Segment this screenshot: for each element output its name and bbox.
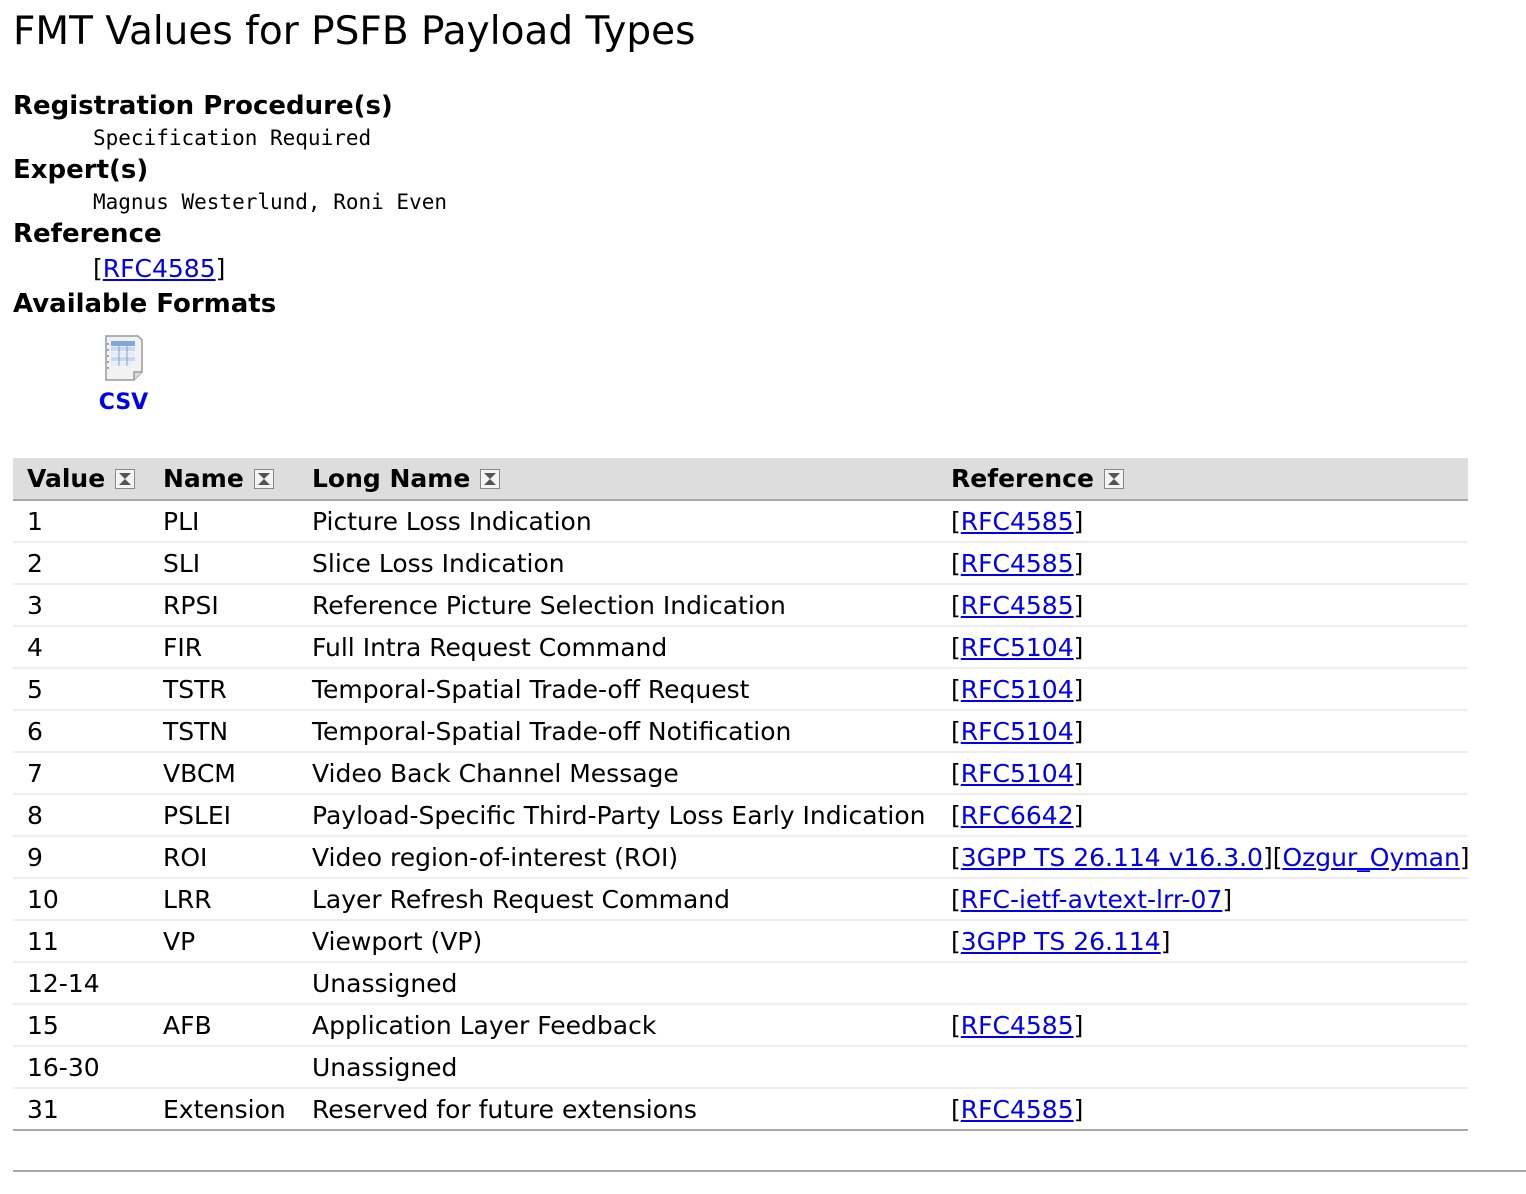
cell-value: 4 <box>13 626 149 668</box>
reference-value: [RFC4585] <box>93 254 226 283</box>
column-header-name[interactable] <box>149 458 298 500</box>
cell-value: 8 <box>13 794 149 836</box>
sort-icon[interactable] <box>480 469 500 489</box>
cell-name: RPSI <box>149 584 298 626</box>
reference-link[interactable]: RFC4585 <box>960 1094 1074 1124</box>
cell-name: LRR <box>149 878 298 920</box>
table-row <box>13 500 1468 542</box>
cell-reference: [RFC4585] <box>937 584 1468 626</box>
reference-link[interactable]: Ozgur_Oyman <box>1282 842 1460 872</box>
reference-link[interactable]: RFC5104 <box>960 716 1074 746</box>
registration-procedure-label: Registration Procedure(s) <box>13 91 393 121</box>
cell-long-name: Unassigned <box>298 1046 937 1088</box>
cell-long-name: Video region-of-interest (ROI) <box>298 836 937 878</box>
footer-divider <box>13 1170 1526 1172</box>
reference-link[interactable]: RFC4585 <box>960 506 1074 536</box>
cell-name: VBCM <box>149 752 298 794</box>
table-row <box>13 584 1468 626</box>
cell-reference: [RFC4585] <box>937 1088 1468 1130</box>
table-row <box>13 1004 1468 1046</box>
cell-long-name: Slice Loss Indication <box>298 542 937 584</box>
cell-value: 15 <box>13 1004 149 1046</box>
cell-name: ROI <box>149 836 298 878</box>
registry-table <box>13 458 1468 1131</box>
cell-long-name: Picture Loss Indication <box>298 500 937 542</box>
cell-value: 12-14 <box>13 962 149 1004</box>
cell-name: TSTN <box>149 710 298 752</box>
csv-label[interactable]: CSV <box>98 390 149 415</box>
reference-link[interactable]: RFC4585 <box>102 254 216 283</box>
table-row <box>13 626 1468 668</box>
experts-value: Magnus Westerlund, Roni Even <box>93 190 448 214</box>
cell-value: 10 <box>13 878 149 920</box>
cell-long-name: Viewport (VP) <box>298 920 937 962</box>
table-row <box>13 962 1468 1004</box>
table-row <box>13 878 1468 920</box>
column-header-label: Name <box>163 464 244 493</box>
table-row <box>13 794 1468 836</box>
registry-metadata <box>13 90 447 320</box>
sort-icon[interactable] <box>115 469 135 489</box>
cell-name: PSLEI <box>149 794 298 836</box>
page-title: FMT Values for PSFB Payload Types <box>13 9 696 54</box>
cell-name: AFB <box>149 1004 298 1046</box>
cell-long-name: Temporal-Spatial Trade-off Notification <box>298 710 937 752</box>
cell-reference: [RFC5104] <box>937 752 1468 794</box>
reference-link[interactable]: RFC5104 <box>960 674 1074 704</box>
available-formats-label: Available Formats <box>13 289 277 319</box>
cell-reference <box>937 1046 1468 1088</box>
cell-reference: [RFC4585] <box>937 1004 1468 1046</box>
cell-long-name: Unassigned <box>298 962 937 1004</box>
cell-value: 7 <box>13 752 149 794</box>
table-row <box>13 542 1468 584</box>
cell-value: 31 <box>13 1088 149 1130</box>
reference-link[interactable]: RFC6642 <box>960 800 1074 830</box>
cell-reference: [RFC-ietf-avtext-lrr-07] <box>937 878 1468 920</box>
cell-long-name: Layer Refresh Request Command <box>298 878 937 920</box>
reference-link[interactable]: RFC5104 <box>960 632 1074 662</box>
cell-long-name: Application Layer Feedback <box>298 1004 937 1046</box>
reference-label: Reference <box>13 219 162 249</box>
column-header-long-name[interactable] <box>298 458 937 500</box>
reference-link[interactable]: RFC4585 <box>960 1010 1074 1040</box>
cell-long-name: Temporal-Spatial Trade-off Request <box>298 668 937 710</box>
experts-label: Expert(s) <box>13 155 149 185</box>
reference-link[interactable]: RFC4585 <box>960 590 1074 620</box>
table-body <box>13 500 1468 1130</box>
cell-name <box>149 962 298 1004</box>
reference-link[interactable]: 3GPP TS 26.114 <box>960 926 1161 956</box>
cell-name: SLI <box>149 542 298 584</box>
reference-link[interactable]: RFC5104 <box>960 758 1074 788</box>
table-row <box>13 1088 1468 1130</box>
table-row <box>13 1046 1468 1088</box>
cell-reference: [3GPP TS 26.114 v16.3.0][Ozgur_Oyman] <box>937 836 1468 878</box>
cell-long-name: Payload-Specific Third-Party Loss Early Indication <box>298 794 937 836</box>
cell-value: 5 <box>13 668 149 710</box>
reference-link[interactable]: 3GPP TS 26.114 v16.3.0 <box>960 842 1263 872</box>
column-header-reference[interactable] <box>937 458 1468 500</box>
sort-icon[interactable] <box>254 469 274 489</box>
column-header-label: Reference <box>951 464 1094 493</box>
csv-format-link[interactable] <box>94 334 156 415</box>
cell-value: 3 <box>13 584 149 626</box>
sort-icon[interactable] <box>1104 469 1124 489</box>
cell-name: FIR <box>149 626 298 668</box>
table-row <box>13 752 1468 794</box>
table-header-row <box>13 458 1468 500</box>
cell-name: Extension <box>149 1088 298 1130</box>
table-row <box>13 836 1468 878</box>
reference-link[interactable]: RFC-ietf-avtext-lrr-07 <box>960 884 1223 914</box>
cell-long-name: Full Intra Request Command <box>298 626 937 668</box>
cell-value: 1 <box>13 500 149 542</box>
cell-reference: [3GPP TS 26.114] <box>937 920 1468 962</box>
cell-name: PLI <box>149 500 298 542</box>
cell-long-name: Reserved for future extensions <box>298 1088 937 1130</box>
column-header-label: Value <box>27 464 106 493</box>
table-row <box>13 668 1468 710</box>
registration-procedure-value: Specification Required <box>93 126 372 150</box>
cell-reference: [RFC5104] <box>937 668 1468 710</box>
cell-reference: [RFC4585] <box>937 542 1468 584</box>
cell-name: VP <box>149 920 298 962</box>
cell-reference: [RFC6642] <box>937 794 1468 836</box>
column-header-label: Long Name <box>312 464 471 493</box>
cell-reference: [RFC5104] <box>937 626 1468 668</box>
cell-reference <box>937 962 1468 1004</box>
column-header-value[interactable] <box>13 458 149 500</box>
cell-name <box>149 1046 298 1088</box>
csv-file-icon[interactable] <box>104 334 144 382</box>
cell-long-name: Video Back Channel Message <box>298 752 937 794</box>
cell-value: 9 <box>13 836 149 878</box>
cell-reference: [RFC5104] <box>937 710 1468 752</box>
cell-value: 2 <box>13 542 149 584</box>
cell-name: TSTR <box>149 668 298 710</box>
cell-value: 11 <box>13 920 149 962</box>
cell-value: 16-30 <box>13 1046 149 1088</box>
cell-reference: [RFC4585] <box>937 500 1468 542</box>
cell-value: 6 <box>13 710 149 752</box>
reference-link[interactable]: RFC4585 <box>960 548 1074 578</box>
table-row <box>13 710 1468 752</box>
cell-long-name: Reference Picture Selection Indication <box>298 584 937 626</box>
table-row <box>13 920 1468 962</box>
